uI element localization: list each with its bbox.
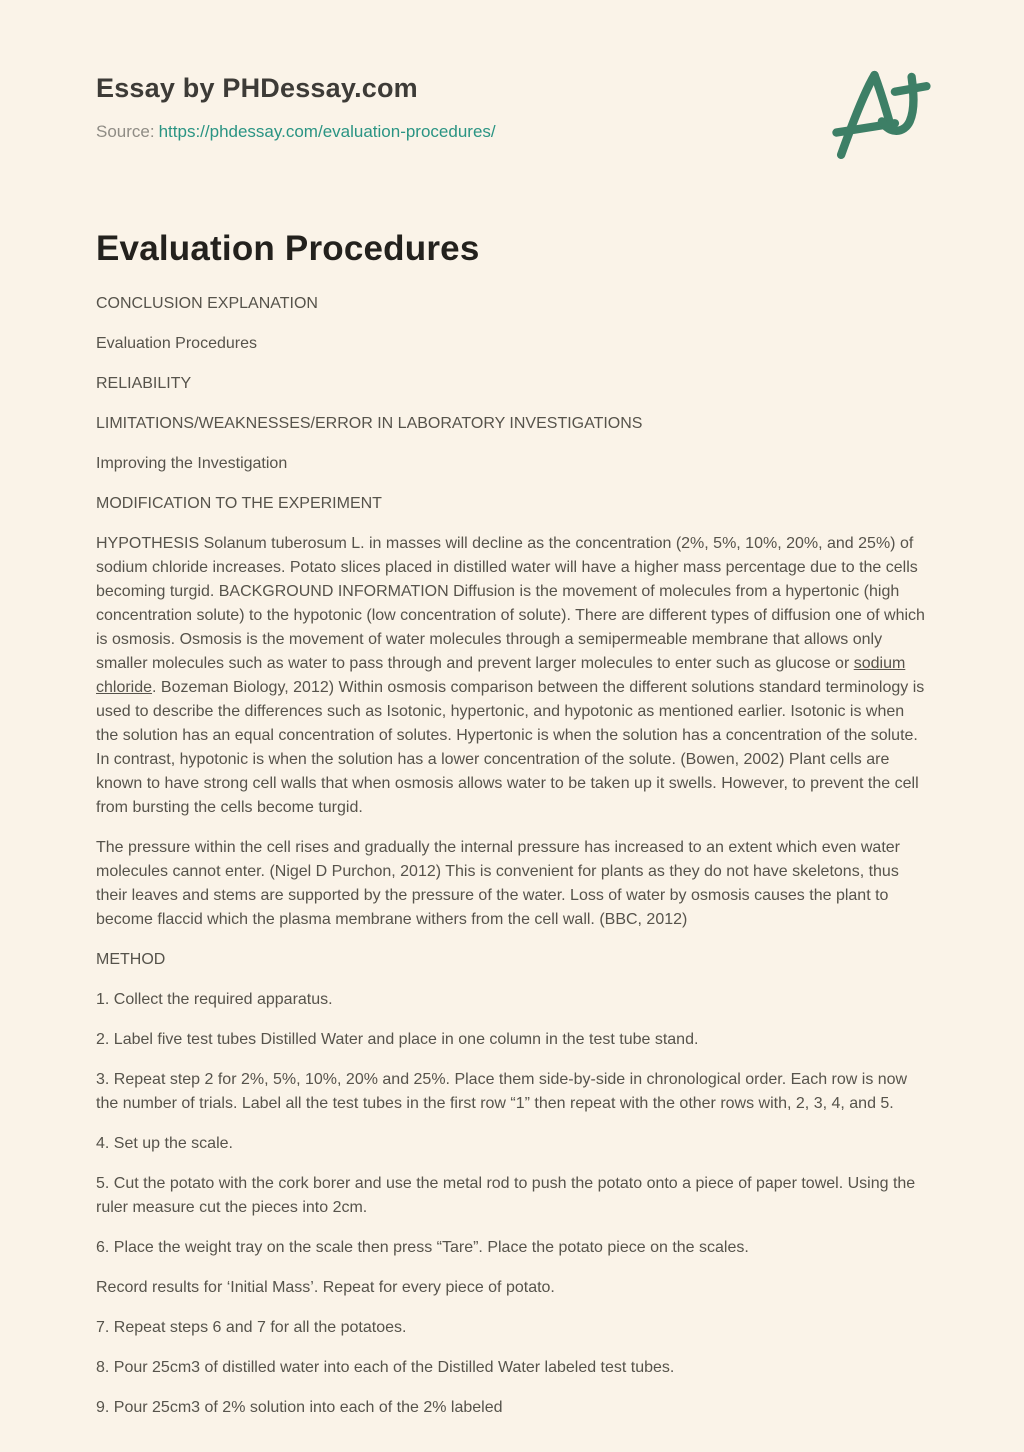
method-step-1: 1. Collect the required apparatus. <box>96 991 333 1008</box>
pressure-paragraph: The pressure within the cell rises and gradually the internal pressure has increased to an extent which even water molecules cannot enter. (Nigel D Purchon, 2012) This is convenient for plants as they do not have skeletons, thus their leaves and stems are supported by the pressure of the water. Loss of water by osmosis causes the plant to become flaccid which the plasma membrane withers from the cell wall. (BBC, 2012) <box>96 839 900 928</box>
method-step-5: 5. Cut the potato with the cork borer and use the metal rod to push the potato onto a piece of paper towel. Using the ruler measure cut the pieces into 2cm. <box>96 1175 916 1216</box>
header-title: Essay by PHDessay.com <box>96 73 418 103</box>
logo-a-left-stroke <box>841 75 874 155</box>
phdessay-a-plus-logo-icon <box>830 62 932 166</box>
section-item-modification: MODIFICATION TO THE EXPERIMENT <box>96 495 382 512</box>
method-step-4: 4. Set up the scale. <box>96 1135 233 1152</box>
section-item-conclusion-explanation: CONCLUSION EXPLANATION <box>96 295 318 312</box>
method-note-record-results: Record results for ‘Initial Mass’. Repeat for every piece of potato. <box>96 1279 555 1296</box>
method-step-3: 3. Repeat step 2 for 2%, 5%, 10%, 20% and 25%. Place them side-by-side in chronological order. Each row is now the number of trials. Label all the test tubes in the first row “1” then repeat with the other rows with, 2, 3, 4, and 5. <box>96 1071 908 1112</box>
method-step-7: 7. Repeat steps 6 and 7 for all the potatoes. <box>96 1319 407 1336</box>
method-step-9: 9. Pour 25cm3 of 2% solution into each of the 2% labeled <box>96 1399 503 1416</box>
article-title: Evaluation Procedures <box>96 229 480 268</box>
source-url-link[interactable]: https://phdessay.com/evaluation-procedures/ <box>158 122 496 141</box>
section-item-limitations: LIMITATIONS/WEAKNESSES/ERROR IN LABORATORY INVESTIGATIONS <box>96 415 643 432</box>
logo-a-right-stroke <box>875 75 890 121</box>
method-heading: METHOD <box>96 951 166 968</box>
method-step-2: 2. Label five test tubes Distilled Water and place in one column in the test tube stand. <box>96 1031 699 1048</box>
section-item-reliability: RELIABILITY <box>96 375 192 392</box>
logo-plus-bar <box>895 86 927 92</box>
document-header <box>96 72 928 144</box>
paragraph1-text-post: . Bozeman Biology, 2012) Within osmosis comparison between the different solutions standard terminology is used to describe the differences such as Isotonic, hypertonic, and hypotonic as mentioned earlier. Isotonic is when the solution has an equal concentration of solutes. Hypertonic is when the solution has a concentration of the solute. In contrast, hypotonic is when the solution has a lower concentration of the solute. (Bowen, 2002) Plant cells are known to have strong cell walls that when osmosis allows water to be taken up it swells. However, to prevent the cell from bursting the cells become turgid. <box>96 679 925 816</box>
source-line <box>96 120 928 144</box>
paragraph1-text-pre: HYPOTHESIS Solanum tuberosum L. in masses will decline as the concentration (2%, 5%, 10%, 20%, and 25%) of sodium chloride increases. Potato slices placed in distilled water will have a higher mass percentage due to the cells becoming turgid. BACKGROUND INFORMATION Diffusion is the movement of molecules from a hypertonic (high concentration solute) to the hypotonic (low concentration of solute). There are different types of diffusion one of which is osmosis. Osmosis is the movement of water molecules through a semipermeable membrane that allows only smaller molecules such as water to pass through and prevent larger molecules to enter such as glucose or <box>96 535 925 672</box>
sodium-chloride-link[interactable]: sodium chloride <box>96 655 906 696</box>
hypothesis-background-paragraph <box>96 532 928 820</box>
section-list <box>96 292 928 516</box>
section-item-improving-investigation: Improving the Investigation <box>96 455 288 472</box>
method-step-8: 8. Pour 25cm3 of distilled water into each of the Distilled Water labeled test tubes. <box>96 1359 675 1376</box>
method-step-6: 6. Place the weight tray on the scale then press “Tare”. Place the potato piece on the scales. <box>96 1239 749 1256</box>
source-label: Source: <box>96 122 155 141</box>
section-item-evaluation-procedures: Evaluation Procedures <box>96 335 257 352</box>
